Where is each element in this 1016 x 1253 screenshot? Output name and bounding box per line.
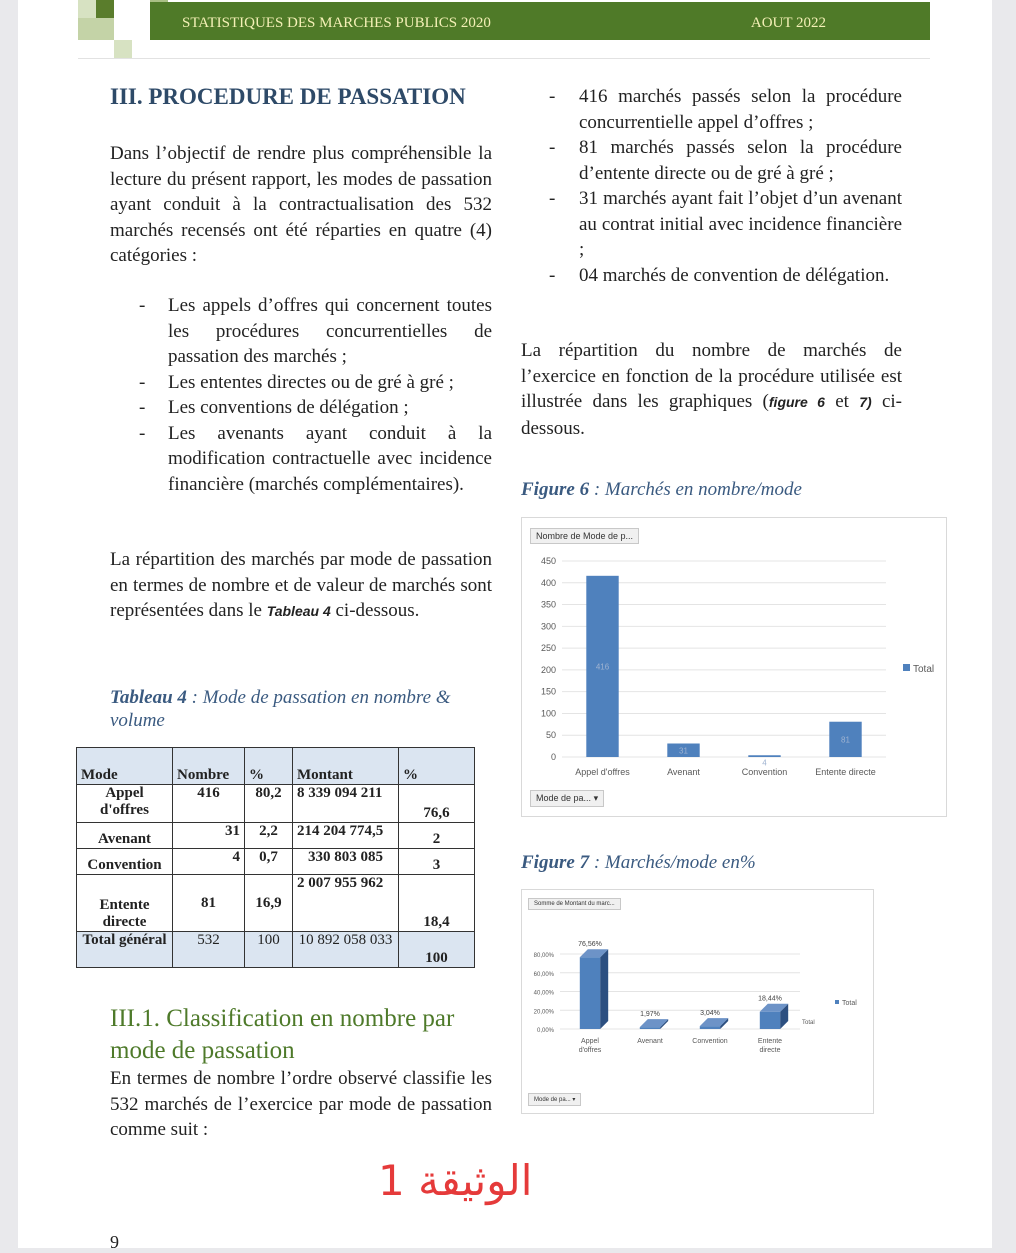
- table-cell: 0,7: [245, 849, 293, 875]
- x-category-label: Appel: [581, 1038, 599, 1045]
- y-tick-label: 300: [540, 621, 556, 632]
- x-category-label: d'offres: [578, 1047, 602, 1054]
- table-header-cell: Mode: [77, 748, 173, 785]
- x-category-label: Avenant: [667, 767, 700, 777]
- table-cell: Avenant: [77, 823, 173, 849]
- table-cell: 3: [399, 849, 475, 875]
- legend-label: Total: [842, 1000, 857, 1007]
- filter-button-label: Mode de pa...: [534, 1097, 571, 1103]
- y-tick-label: 200: [540, 664, 556, 675]
- subsection-title: III.1. Classification en nombre par mode de passation: [110, 1005, 455, 1064]
- section-title: III. PROCEDURE DE PASSATION: [110, 84, 466, 109]
- figure7-plot: [522, 890, 873, 1113]
- figure6-caption: [521, 479, 802, 501]
- tableau-ref-suffix: ci-dessous.: [335, 600, 420, 621]
- category-item: - Les conventions de délégation ;: [110, 395, 492, 421]
- data-label: 18,44%: [758, 995, 782, 1003]
- data-label: 416: [595, 662, 610, 672]
- data-label: 76,56%: [578, 941, 602, 949]
- y-tick-label: 50: [545, 730, 556, 741]
- data-label: 1,97%: [640, 1011, 660, 1019]
- table-cell: Total général: [77, 932, 173, 968]
- intro-block: [110, 141, 492, 269]
- table-cell: 2,2: [245, 823, 293, 849]
- filter-button[interactable]: [528, 1093, 581, 1106]
- table-cell: 80,2: [245, 785, 293, 823]
- y-tick-label: 0: [550, 752, 556, 762]
- axis-title: Total: [802, 1020, 815, 1026]
- table-cell: Entente directe: [77, 875, 173, 932]
- table-cell: 2: [399, 823, 475, 849]
- header-date: AOUT 2022: [750, 15, 826, 31]
- dropdown-arrow-icon: ▾: [572, 1097, 576, 1103]
- repartition-paragraph: [521, 338, 902, 441]
- table-cell: 532: [173, 932, 245, 968]
- header-bar: [150, 2, 930, 40]
- x-category-label: Entente: [757, 1038, 783, 1045]
- y-tick-label: 20,00%: [533, 1009, 554, 1016]
- tableau-ref-paragraph: [110, 547, 492, 625]
- table-cell: 100: [399, 932, 475, 968]
- table-cell: 10 892 058 033: [293, 932, 399, 968]
- y-tick-label: 150: [540, 686, 556, 697]
- right-list-block: [521, 84, 902, 288]
- filter-button-label: Mode de pa...: [536, 793, 592, 803]
- count-item: - 31 marchés ayant fait l’objet d’un avenant au contrat initial avec incidence financière ;: [521, 186, 902, 263]
- table-cell: 81: [173, 875, 245, 932]
- y-tick-label: 100: [540, 708, 556, 719]
- table-cell: 16,9: [245, 875, 293, 932]
- header-decor-square: [96, 0, 114, 18]
- table-total-row: [77, 932, 475, 968]
- x-category-label: Appel d'offres: [575, 767, 630, 777]
- y-tick-label: 350: [540, 599, 556, 610]
- header-decor-square: [114, 40, 132, 58]
- data-label: 3,04%: [700, 1010, 720, 1018]
- table-row: [77, 849, 475, 875]
- y-tick-label: 250: [540, 643, 556, 654]
- count-item: - 416 marchés passés selon la procédure concurrentielle appel d’offres ;: [521, 84, 902, 135]
- category-item: - Les ententes directes ou de gré à gré ;: [110, 370, 492, 396]
- table-cell: 4: [173, 849, 245, 875]
- tableau-caption: [110, 686, 460, 732]
- field-button[interactable]: Nombre de Mode de p...: [530, 528, 639, 544]
- table-header-cell: Nombre: [173, 748, 245, 785]
- count-list: [521, 84, 902, 288]
- table-cell: 214 204 774,5: [293, 823, 399, 849]
- table-cell: Convention: [77, 849, 173, 875]
- table-cell: 2 007 955 962: [293, 875, 399, 932]
- repartition-text: La répartition du nombre de marchés de l’exercice en fonction de la procédure utilisée est illustrée dans les graphiques (: [521, 340, 902, 412]
- table-cell: 31: [173, 823, 245, 849]
- table-cell: Appel d'offres: [77, 785, 173, 823]
- category-item: - Les appels d’offres qui concernent toutes les procédures concurrentielles de passation des marchés ;: [110, 293, 492, 370]
- intro-paragraph: Dans l’objectif de rendre plus compréhensible la lecture du présent rapport, les modes de passation ayant conduit à la contractualisation des 532 marchés recensés ont été réparties en quatre (4) catégories :: [110, 143, 492, 266]
- data-label: 31: [679, 746, 688, 756]
- tableau-caption-text: : Mode de passation en nombre & volume: [110, 687, 451, 731]
- classification-paragraph: En termes de nombre l’ordre observé classifie les 532 marchés de l’exercice par mode de passation comme suit :: [110, 1068, 492, 1140]
- x-category-label: directe: [759, 1047, 781, 1054]
- tableau-caption-label: Tableau 4: [110, 687, 187, 708]
- table-header-cell: Montant: [293, 748, 399, 785]
- header-title: STATISTIQUES DES MARCHES PUBLICS 2020: [182, 15, 491, 31]
- figure7-caption-text: : Marchés/mode en%: [589, 852, 756, 873]
- bar: [748, 755, 780, 757]
- figure7-chart: [521, 889, 874, 1114]
- bar: [580, 957, 600, 1029]
- x-category-label: Entente directe: [815, 767, 876, 777]
- legend-swatch: [835, 1000, 839, 1004]
- y-tick-label: 40,00%: [533, 990, 554, 997]
- legend-label: Total: [913, 664, 935, 675]
- categories-block: [110, 293, 492, 497]
- data-label: 81: [841, 735, 850, 745]
- figure6-chart: [521, 517, 947, 817]
- repartition-suffix: ci-dessous.: [521, 391, 902, 439]
- table-cell: 100: [245, 932, 293, 968]
- count-item: - 81 marchés passés selon la procédure d’entente directe ou de gré à gré ;: [521, 135, 902, 186]
- table-cell: 18,4: [399, 875, 475, 932]
- repartition-block: [521, 338, 902, 441]
- table-cell: 330 803 085: [293, 849, 399, 875]
- bar-top: [640, 1019, 668, 1027]
- figure-ref: 7): [859, 394, 872, 410]
- y-tick-label: 450: [540, 556, 556, 566]
- bar: [760, 1012, 780, 1029]
- figure6-caption-label: Figure 6: [521, 479, 590, 500]
- y-tick-label: 80,00%: [533, 953, 554, 959]
- filter-button[interactable]: [530, 790, 604, 807]
- x-category-label: Convention: [741, 767, 788, 777]
- figure6-plot: [522, 518, 946, 816]
- bar-side: [600, 949, 608, 1029]
- y-tick-label: 400: [540, 577, 556, 588]
- tableau-ref-link: Tableau 4: [266, 603, 331, 619]
- bar: [700, 1026, 720, 1029]
- y-tick-label: 60,00%: [533, 971, 554, 978]
- y-tick-label: 0,00%: [536, 1028, 554, 1034]
- tableau-ref-text: La répartition des marchés par mode de passation en termes de nombre et de valeur de marchés sont représentées dans le: [110, 549, 492, 621]
- dropdown-arrow-icon: ▾: [593, 793, 599, 803]
- figure7-caption: [521, 852, 756, 874]
- category-item: - Les avenants ayant conduit à la modification contractuelle avec incidence financière (marchés complémentaires).: [110, 421, 492, 498]
- table-cell: 416: [173, 785, 245, 823]
- header-decor-square: [78, 0, 96, 18]
- data-label: 4: [762, 758, 767, 768]
- table-header-row: [77, 748, 475, 785]
- field-button[interactable]: Somme de Montant du marc...: [528, 898, 621, 910]
- repartition-mid: et: [824, 391, 860, 412]
- table-row: [77, 785, 475, 823]
- classification-block: [110, 1066, 492, 1143]
- header-decor-square: [78, 18, 114, 40]
- count-item: - 04 marchés de convention de délégation.: [521, 263, 902, 289]
- table-row: [77, 823, 475, 849]
- x-category-label: Convention: [692, 1038, 728, 1045]
- table-row: [77, 875, 475, 932]
- passation-table: [76, 747, 475, 968]
- figure-ref: figure 6: [768, 394, 825, 410]
- table-cell: 76,6: [399, 785, 475, 823]
- handwritten-annotation: الوثيقة 1: [378, 1156, 533, 1205]
- category-list: [110, 293, 492, 497]
- table-header-cell: %: [399, 748, 475, 785]
- table-cell: 8 339 094 211: [293, 785, 399, 823]
- bar: [640, 1027, 660, 1029]
- table-header-cell: %: [245, 748, 293, 785]
- header-divider: [78, 58, 930, 59]
- tableau-ref-block: [110, 547, 492, 625]
- legend-swatch: [903, 664, 910, 671]
- x-category-label: Avenant: [637, 1038, 663, 1045]
- figure7-caption-label: Figure 7: [521, 852, 590, 873]
- page-number: 9: [110, 1232, 119, 1252]
- figure6-caption-text: : Marchés en nombre/mode: [589, 479, 802, 500]
